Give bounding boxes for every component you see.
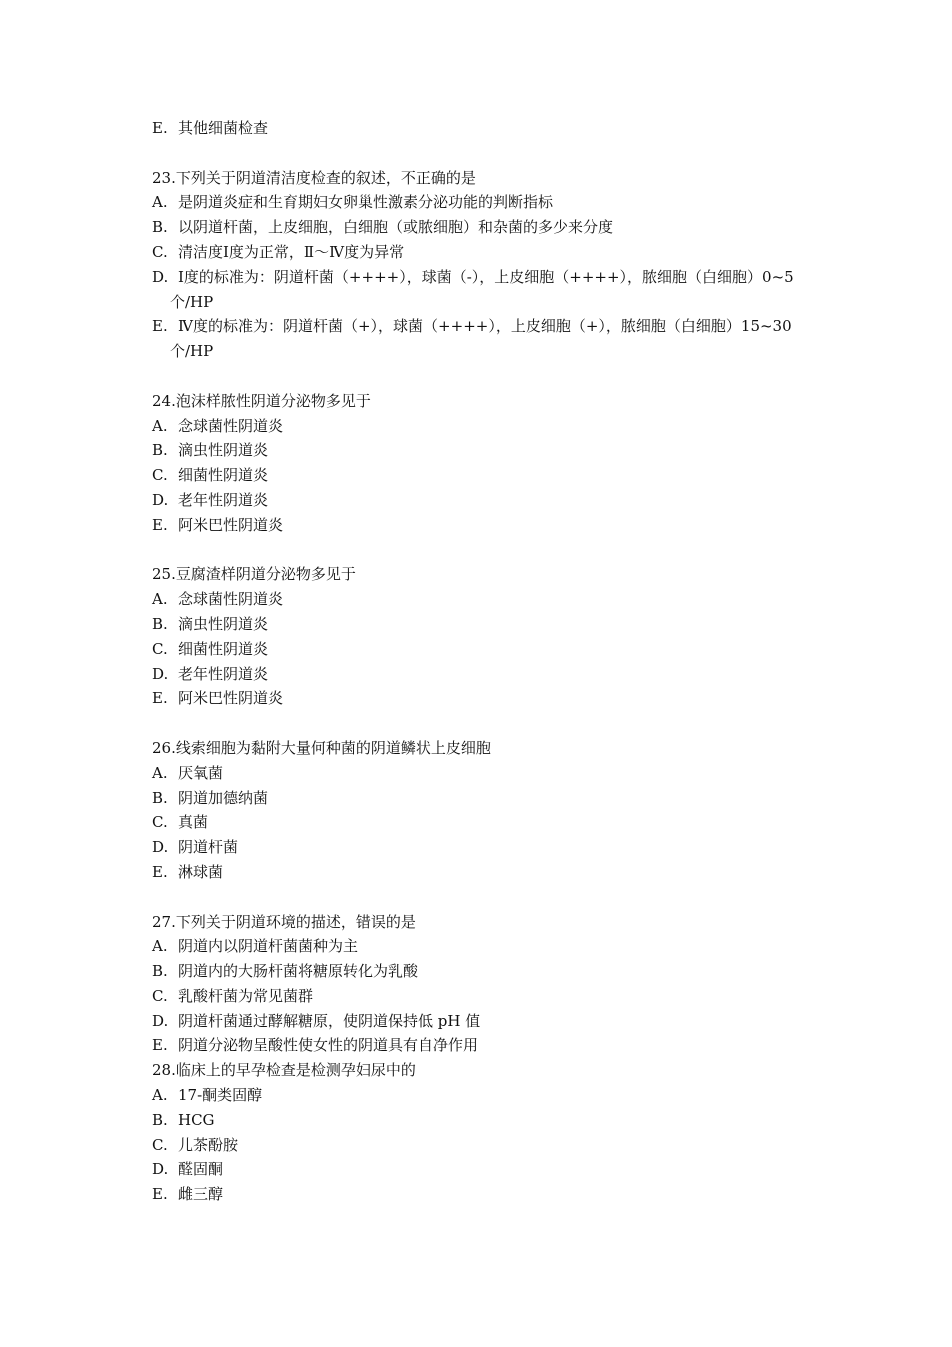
option-letter: D. <box>152 1160 169 1179</box>
question-stem-23: 23.下列关于阴道清洁度检查的叙述，不正确的是 <box>152 168 476 187</box>
option-text: 乳酸杆菌为常见菌群 <box>178 986 314 1005</box>
option-e <box>152 1182 832 1207</box>
option-letter: A. <box>152 416 168 435</box>
option-letter: A. <box>152 590 168 609</box>
option-letter: B. <box>152 788 168 807</box>
option-text: 滴虫性阴道炎 <box>178 614 269 633</box>
option-d <box>152 662 832 687</box>
option-e <box>152 513 832 538</box>
option-b <box>152 1108 832 1133</box>
option-text: Ⅰ度的标准为：阴道杆菌（++++），球菌（-），上皮细胞（++++），脓细胞（白细胞）0~5 <box>178 267 794 286</box>
option-text: 滴虫性阴道炎 <box>178 441 269 460</box>
option-letter: E. <box>152 689 168 708</box>
option-text: 其他细菌检查 <box>178 119 269 137</box>
option-text: 阴道内以阴道杆菌菌种为主 <box>178 937 359 956</box>
option-a <box>152 761 832 786</box>
option-e <box>152 860 832 885</box>
option-letter: E. <box>152 862 168 881</box>
option-letter: B. <box>152 1110 168 1129</box>
option-text: 淋球菌 <box>178 862 224 881</box>
option-letter: C. <box>152 639 168 658</box>
option-d <box>152 1009 832 1034</box>
option-letter: E. <box>152 515 168 534</box>
option-a <box>152 190 832 215</box>
question-list <box>152 116 832 1207</box>
option-text: 清洁度Ⅰ度为正常，Ⅱ～Ⅳ度为异常 <box>178 242 405 261</box>
option-d <box>152 1157 832 1182</box>
option-c <box>152 463 832 488</box>
option-text: 细菌性阴道炎 <box>178 639 269 658</box>
option-letter: B. <box>152 441 168 460</box>
question-stem-24: 24.泡沫样脓性阴道分泌物多见于 <box>152 391 371 410</box>
option-e <box>152 1033 832 1058</box>
option-text: 老年性阴道炎 <box>178 490 269 509</box>
option-letter: D. <box>152 838 169 857</box>
option-text: 阴道加德纳菌 <box>178 788 269 807</box>
option-text: 以阴道杆菌，上皮细胞，白细胞（或脓细胞）和杂菌的多少来分度 <box>178 218 614 237</box>
option-text: 阿米巴性阴道炎 <box>178 515 284 534</box>
option-letter: A. <box>152 193 168 212</box>
option-text: 是阴道炎症和生育期妇女卵巢性激素分泌功能的判断指标 <box>178 193 554 212</box>
option-letter: D. <box>152 664 169 683</box>
option-text: 真菌 <box>178 813 209 832</box>
option-text: 雌三醇 <box>178 1185 224 1204</box>
option-a <box>152 934 832 959</box>
option-c <box>152 984 832 1009</box>
option-e <box>152 314 832 339</box>
option-text: 细菌性阴道炎 <box>178 466 269 485</box>
option-text: 念球菌性阴道炎 <box>178 416 284 435</box>
option-b <box>152 959 832 984</box>
option-text: 阿米巴性阴道炎 <box>178 689 284 708</box>
option-text: 儿茶酚胺 <box>178 1135 239 1154</box>
option-letter: C. <box>152 813 168 832</box>
option-b <box>152 612 832 637</box>
option-letter: E. <box>152 317 168 336</box>
option-letter: D. <box>152 1011 169 1030</box>
question-stem-26: 26.线索细胞为黏附大量何种菌的阴道鳞状上皮细胞 <box>152 738 491 757</box>
option-text: 阴道分泌物呈酸性使女性的阴道具有自净作用 <box>178 1036 479 1055</box>
option-e-prev <box>152 116 832 141</box>
option-letter: E. <box>152 119 168 137</box>
option-d-continuation: 个/HP <box>170 292 214 311</box>
option-c <box>152 240 832 265</box>
option-letter: D. <box>152 490 169 509</box>
option-text: Ⅳ度的标准为：阴道杆菌（+），球菌（++++），上皮细胞（+），脓细胞（白细胞）15~30 <box>178 317 792 336</box>
option-text: 17-酮类固醇 <box>178 1086 263 1105</box>
option-a <box>152 1083 832 1108</box>
option-d <box>152 265 832 290</box>
option-text: 老年性阴道炎 <box>178 664 269 683</box>
option-text: HCG <box>178 1110 215 1129</box>
option-letter: E. <box>152 1036 168 1055</box>
option-letter: B. <box>152 962 168 981</box>
option-d <box>152 835 832 860</box>
option-e <box>152 686 832 711</box>
option-c <box>152 810 832 835</box>
question-stem-25: 25.豆腐渣样阴道分泌物多见于 <box>152 565 356 584</box>
option-letter: A. <box>152 763 168 782</box>
option-a <box>152 587 832 612</box>
option-letter: C. <box>152 1135 168 1154</box>
option-b <box>152 438 832 463</box>
option-text: 念球菌性阴道炎 <box>178 590 284 609</box>
option-text: 厌氧菌 <box>178 763 224 782</box>
option-b <box>152 215 832 240</box>
option-letter: E. <box>152 1185 168 1204</box>
option-letter: A. <box>152 1086 168 1105</box>
option-text: 醛固酮 <box>178 1160 224 1179</box>
question-stem-27: 27.下列关于阴道环境的描述，错误的是 <box>152 912 416 931</box>
option-text: 阴道杆菌 <box>178 838 239 857</box>
option-e-continuation: 个/HP <box>170 342 214 361</box>
option-c <box>152 1133 832 1158</box>
option-b <box>152 786 832 811</box>
option-letter: C. <box>152 986 168 1005</box>
option-letter: B. <box>152 218 168 237</box>
option-letter: B. <box>152 614 168 633</box>
question-stem-28: 28.临床上的早孕检查是检测孕妇尿中的 <box>152 1061 416 1080</box>
option-text: 阴道杆菌通过酵解糖原，使阴道保持低 pH 值 <box>178 1011 481 1030</box>
option-c <box>152 637 832 662</box>
option-letter: D. <box>152 267 169 286</box>
option-a <box>152 414 832 439</box>
option-letter: C. <box>152 242 168 261</box>
option-d <box>152 488 832 513</box>
option-letter: A. <box>152 937 168 956</box>
option-text: 阴道内的大肠杆菌将糖原转化为乳酸 <box>178 962 419 981</box>
option-letter: C. <box>152 466 168 485</box>
